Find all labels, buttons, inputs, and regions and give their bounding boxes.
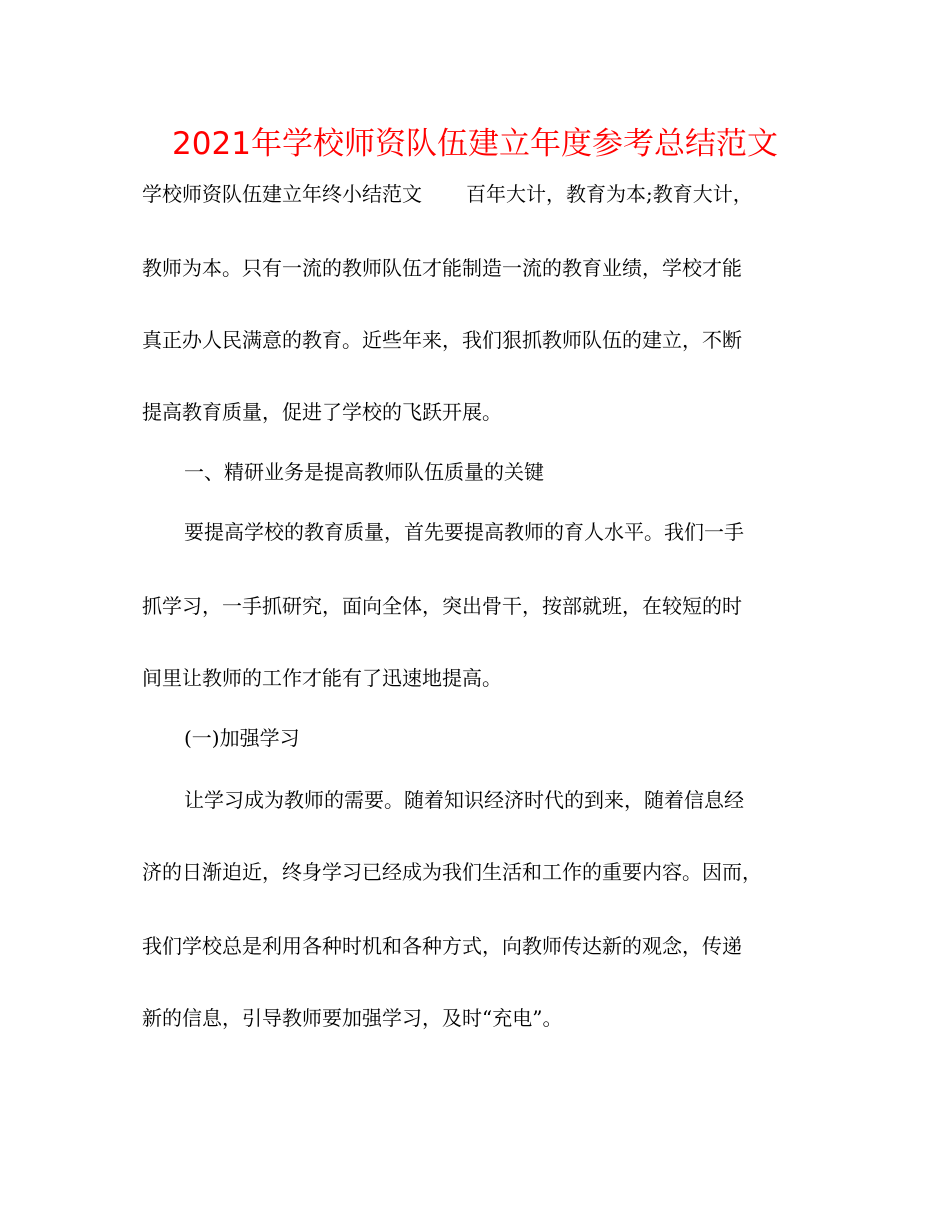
paragraph-line: 抓学习，一手抓研究，面向全体，突出骨干，按部就班，在较短的时	[142, 594, 742, 618]
paragraph-line: 让学习成为教师的需要。随着知识经济时代的到来，随着信息经	[184, 788, 744, 812]
paragraph-line: 教师为本。只有一流的教师队伍才能制造一流的教育业绩，学校才能	[142, 256, 742, 280]
paragraph-line: 间里让教师的工作才能有了迅速地提高。	[142, 666, 502, 690]
document-title: 2021年学校师资队伍建立年度参考总结范文	[172, 126, 778, 162]
paragraph-line	[142, 180, 753, 208]
intro-text: 百年大计，教育为本;教育大计，	[466, 182, 753, 206]
section-heading: 一、精研业务是提高教师队伍质量的关键	[184, 460, 544, 484]
paragraph-line: 要提高学校的教育质量，首先要提高教师的育人水平。我们一手	[184, 520, 744, 544]
paragraph-line: 新的信息，引导教师要加强学习，及时“充电”。	[142, 1006, 563, 1030]
paragraph-line: 提高教育质量，促进了学校的飞跃开展。	[142, 400, 502, 424]
paragraph-line: 真正办人民满意的教育。近些年来，我们狠抓教师队伍的建立，不断	[142, 328, 742, 352]
paragraph-line: 我们学校总是利用各种时机和各种方式，向教师传达新的观念，传递	[142, 934, 742, 958]
paragraph-line: 济的日渐迫近，终身学习已经成为我们生活和工作的重要内容。因而，	[142, 860, 762, 884]
intro-label: 学校师资队伍建立年终小结范文	[142, 182, 422, 206]
subsection-heading: (一)加强学习	[184, 726, 300, 750]
